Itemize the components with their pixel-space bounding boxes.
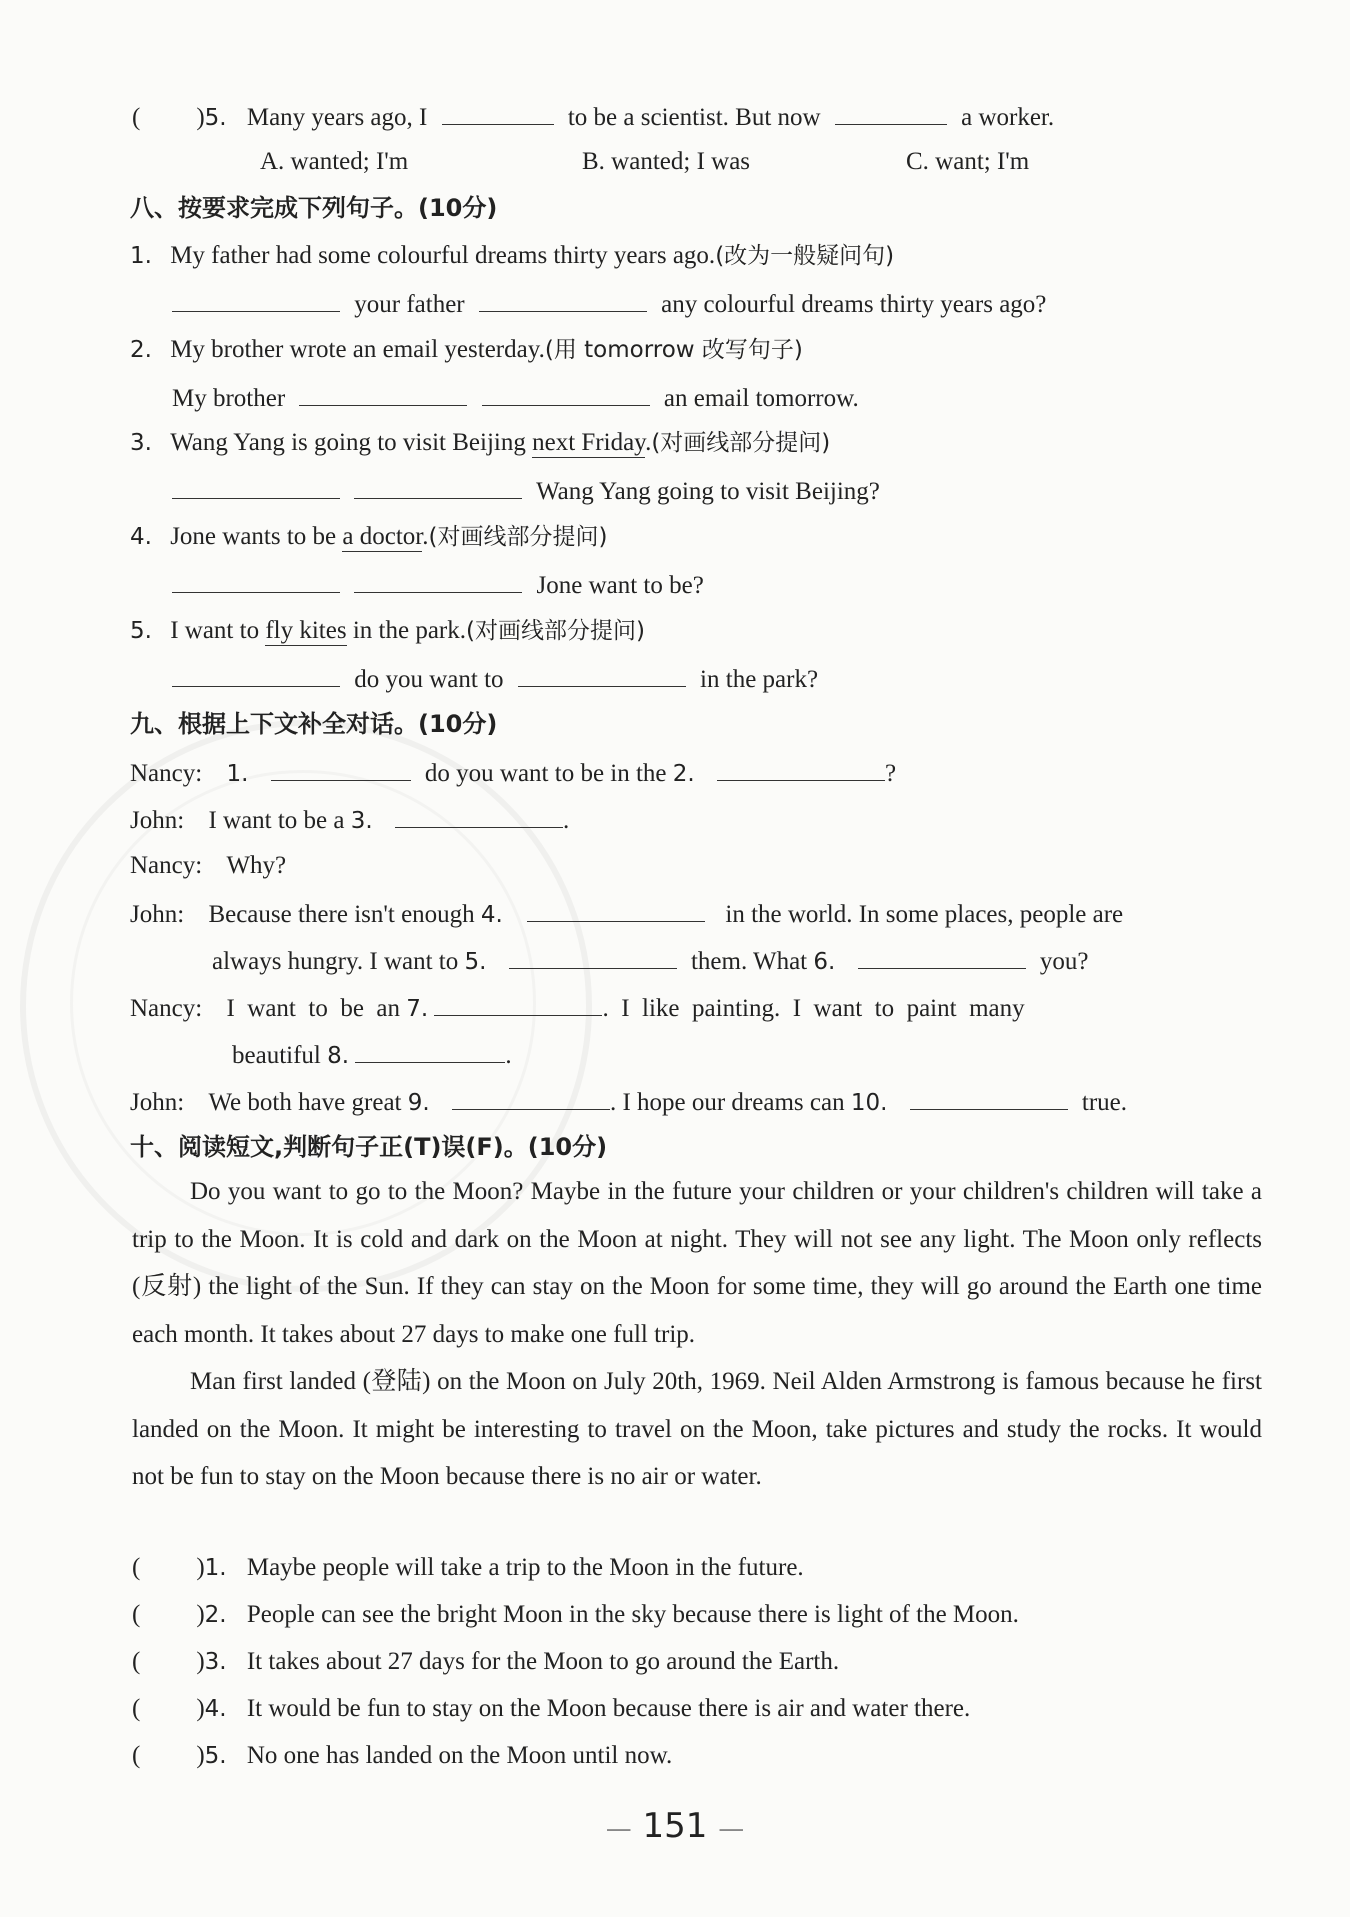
dialog-line-6: Nancy: I want to be an 7. . I like painting. I want to paint many — [130, 991, 1025, 1025]
dialog-line-7: beautiful 8. . — [232, 1038, 512, 1072]
dialog-line-1: Nancy: 1. do you want to be in the 2. ? — [130, 756, 896, 790]
sec8-item4-answer: Jone want to be? — [172, 568, 704, 602]
tf-item-5: ( )5. No one has landed on the Moon until now. — [132, 1742, 673, 1769]
section-9-heading: 九、根据上下文补全对话。(10分) — [130, 710, 498, 738]
q7-item5: ( )5. Many years ago, I to be a scientist. But now a worker. — [132, 100, 1054, 134]
dialog-line-3: Nancy: Why? — [130, 852, 287, 879]
tf-item-2: ( )2. People can see the bright Moon in the sky because there is light of the Moon. — [132, 1601, 1019, 1628]
tf-item-3: ( )3. It takes about 27 days for the Moon to go around the Earth. — [132, 1648, 840, 1675]
answer-blank[interactable] — [354, 568, 522, 593]
sec8-item3-answer: Wang Yang going to visit Beijing? — [172, 474, 880, 508]
passage-paragraph-1: Do you want to go to the Moon? Maybe in the future your children or your children's children will take a trip to the Moon. It is cold and dark on the Moon at night. They will not see any light. The Moon only reflects (反射) the light of the Sun. If they can stay on the Moon for some time, they will go around the Earth one time each month. It takes about 27 days to make one full trip. — [132, 1178, 1262, 1348]
option-b: B. wanted; I was — [582, 148, 751, 175]
sec8-item1-answer: your father any colourful dreams thirty years ago? — [172, 287, 1046, 321]
answer-blank[interactable] — [509, 944, 677, 969]
dialog-line-5: always hungry. I want to 5. them. What 6. you? — [212, 944, 1088, 978]
passage-paragraph-2: Man first landed (登陆) on the Moon on July 20th, 1969. Neil Alden Armstrong is famous because he first landed on the Moon. It might be interesting to travel on the Moon, take pictures and study the rocks. It would not be fun to stay on the Moon because there is no air or water. — [132, 1368, 1262, 1490]
answer-blank[interactable] — [442, 100, 554, 125]
sec8-item1: 1. My father had some colourful dreams thirty years ago.(改为一般疑问句) — [130, 242, 895, 269]
answer-blank[interactable] — [434, 991, 602, 1016]
answer-blank[interactable] — [717, 756, 885, 781]
sec8-item2: 2. My brother wrote an email yesterday.(用 tomorrow 改写句子) — [130, 336, 803, 363]
page-number: 151 — [642, 1806, 708, 1846]
sec8-item5-answer: do you want to in the park? — [172, 662, 818, 696]
dialog-line-8: John: We both have great 9. . I hope our dreams can 10. true. — [130, 1085, 1127, 1119]
answer-blank[interactable] — [355, 1038, 505, 1063]
page-footer: — 151 — — [605, 1806, 745, 1846]
answer-blank[interactable] — [479, 287, 647, 312]
option-a: A. wanted; I'm — [260, 148, 409, 175]
answer-blank[interactable] — [910, 1085, 1068, 1110]
answer-blank[interactable] — [354, 474, 522, 499]
option-c: C. want; I'm — [906, 148, 1030, 175]
section-8-heading: 八、按要求完成下列句子。(10分) — [130, 194, 498, 222]
tf-item-4: ( )4. It would be fun to stay on the Moon because there is air and water there. — [132, 1695, 971, 1722]
sec8-item4: 4. Jone wants to be a doctor.(对画线部分提问) — [130, 523, 608, 550]
answer-blank[interactable] — [172, 287, 340, 312]
answer-blank[interactable] — [172, 662, 340, 687]
answer-blank[interactable] — [452, 1085, 610, 1110]
reading-passage — [132, 1168, 1262, 1501]
dialog-line-4: John: Because there isn't enough 4. in the world. In some places, people are — [130, 897, 1123, 931]
answer-blank[interactable] — [835, 100, 947, 125]
answer-blank[interactable] — [172, 474, 340, 499]
answer-blank[interactable] — [299, 381, 467, 406]
dialog-line-2: John: I want to be a 3. . — [130, 803, 569, 837]
tf-item-1: ( )1. Maybe people will take a trip to the Moon in the future. — [132, 1554, 804, 1581]
answer-blank[interactable] — [271, 756, 411, 781]
answer-blank[interactable] — [482, 381, 650, 406]
section-10-heading: 十、阅读短文,判断句子正(T)误(F)。(10分) — [130, 1133, 608, 1161]
sec8-item3: 3. Wang Yang is going to visit Beijing next Friday.(对画线部分提问) — [130, 429, 831, 456]
answer-blank[interactable] — [858, 944, 1026, 969]
answer-blank[interactable] — [172, 568, 340, 593]
answer-blank[interactable] — [518, 662, 686, 687]
sec8-item5: 5. I want to fly kites in the park.(对画线部分提问) — [130, 617, 645, 644]
sec8-item2-answer: My brother an email tomorrow. — [172, 381, 859, 415]
answer-blank[interactable] — [395, 803, 563, 828]
answer-blank[interactable] — [527, 897, 705, 922]
